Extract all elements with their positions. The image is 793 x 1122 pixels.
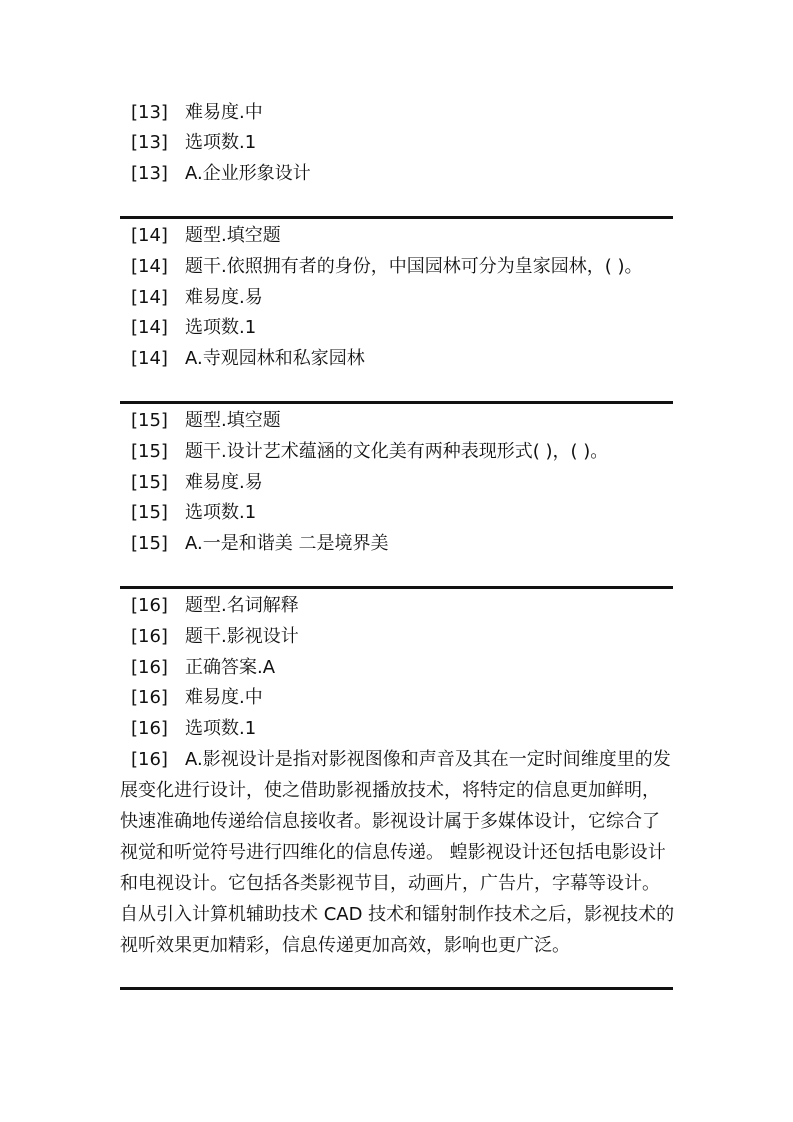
answer-text: 自从引入计算机辅助技术 CAD 技术和镭射制作技术之后，影视技术的 bbox=[120, 904, 675, 925]
question-number: [16] bbox=[131, 687, 168, 708]
question-number: [16] bbox=[131, 657, 168, 678]
question-number: [15] bbox=[131, 410, 168, 431]
answer-text: 视觉和听觉符号进行四维化的信息传递。 蝗影视设计还包括电影设计 bbox=[120, 842, 666, 863]
separator-rule bbox=[120, 987, 673, 990]
line-text: 选项数.1 bbox=[185, 718, 257, 739]
line-text: 选项数.1 bbox=[185, 132, 257, 153]
question-number: [14] bbox=[131, 348, 168, 369]
separator-rule bbox=[120, 216, 673, 219]
answer-text: 和电视设计。它包括各类影视节目，动画片，广告片，字幕等设计。 bbox=[120, 873, 660, 894]
line-text: A.寺观园林和私家园林 bbox=[185, 348, 365, 369]
question-number: [14] bbox=[131, 225, 168, 246]
answer-text: 快速准确地传递给信息接收者。影视设计属于多媒体设计，它综合了 bbox=[120, 811, 660, 832]
line-text: 难易度.易 bbox=[185, 472, 263, 493]
line-text: 选项数.1 bbox=[185, 502, 257, 523]
line-text: A.一是和谐美 二是境界美 bbox=[185, 533, 389, 554]
line-text: 题干.设计艺术蕴涵的文化美有两种表现形式( )，( )。 bbox=[185, 441, 609, 462]
line-text: 题型.名词解释 bbox=[185, 595, 299, 616]
question-number: [13] bbox=[131, 102, 168, 123]
question-number: [14] bbox=[131, 287, 168, 308]
line-text: 题型.填空题 bbox=[185, 225, 281, 246]
separator-rule bbox=[120, 401, 673, 404]
question-number: [15] bbox=[131, 472, 168, 493]
line-text: A.企业形象设计 bbox=[185, 163, 311, 184]
question-number: [15] bbox=[131, 502, 168, 523]
question-number: [15] bbox=[131, 533, 168, 554]
question-number: [14] bbox=[131, 317, 168, 338]
line-text: 难易度.中 bbox=[185, 102, 263, 123]
question-number: [16] bbox=[131, 718, 168, 739]
separator-rule bbox=[120, 586, 673, 589]
answer-text: 视听效果更加精彩，信息传递更加高效，影响也更广泛。 bbox=[120, 935, 570, 956]
line-text: 正确答案.A bbox=[185, 657, 276, 678]
question-number: [13] bbox=[131, 132, 168, 153]
question-number: [15] bbox=[131, 441, 168, 462]
answer-text: A.影视设计是指对影视图像和声音及其在一定时间维度里的发 bbox=[185, 749, 671, 770]
line-text: 题干.影视设计 bbox=[185, 626, 299, 647]
question-number: [16] bbox=[131, 595, 168, 616]
question-number: [16] bbox=[131, 749, 168, 770]
line-text: 题型.填空题 bbox=[185, 410, 281, 431]
question-number: [14] bbox=[131, 256, 168, 277]
line-text: 选项数.1 bbox=[185, 317, 257, 338]
question-number: [13] bbox=[131, 163, 168, 184]
line-text: 题干.依照拥有者的身份，中国园林可分为皇家园林，( )。 bbox=[185, 256, 643, 277]
line-text: 难易度.易 bbox=[185, 287, 263, 308]
answer-text: 展变化进行设计，使之借助影视播放技术，将特定的信息更加鲜明， bbox=[120, 780, 660, 801]
question-number: [16] bbox=[131, 626, 168, 647]
line-text: 难易度.中 bbox=[185, 687, 263, 708]
